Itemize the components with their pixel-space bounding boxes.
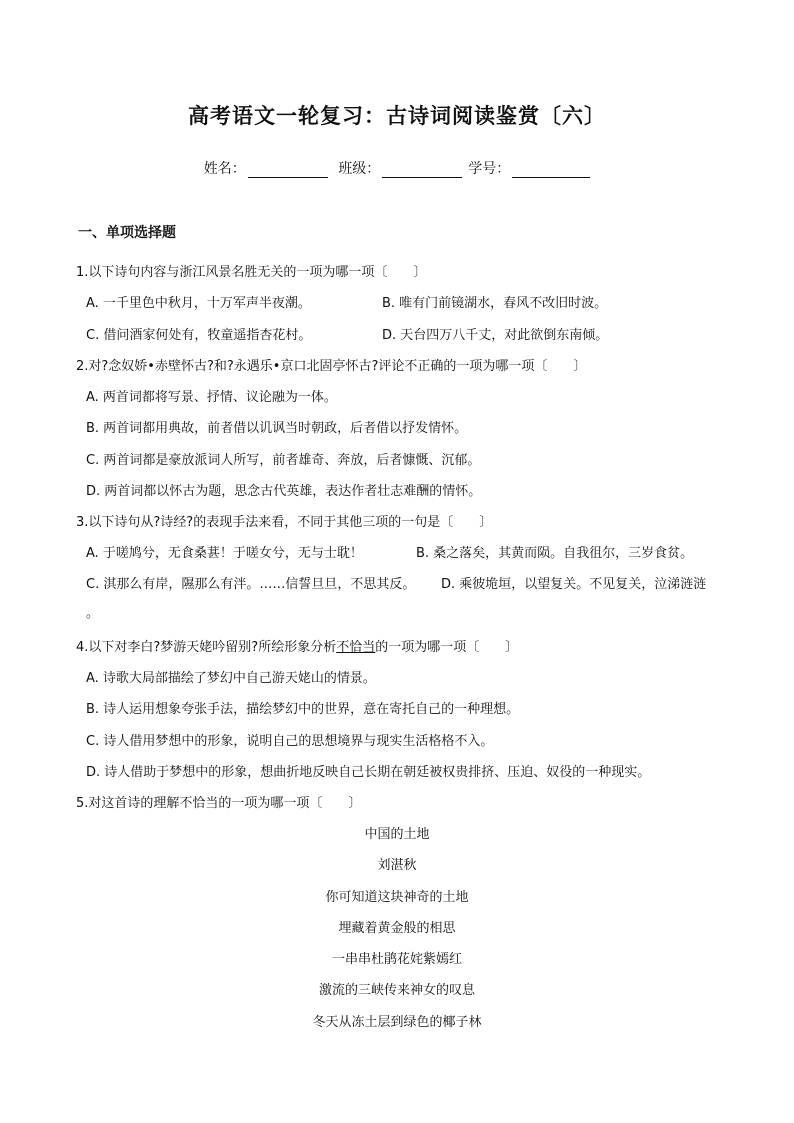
question-4-option-a: A. 诗歌大局部描绘了梦幻中自己游天姥山的情景。 bbox=[86, 671, 376, 686]
class-label: 班级： bbox=[338, 161, 381, 177]
poem-line: 一串串杜鹃花姹紫嫣红 bbox=[331, 952, 462, 967]
question-3-option-a: A. 于嗟鸠兮，无食桑葚！于嗟女兮，无与士耽！ bbox=[86, 546, 363, 561]
name-blank[interactable] bbox=[248, 162, 328, 178]
question-1-option-b: B. 唯有门前镜湖水，春风不改旧时波。 bbox=[382, 296, 608, 311]
class-blank[interactable] bbox=[382, 162, 462, 178]
question-4-stem-start: 4.以下对李白?梦游天姥吟留别?所绘形象分析 bbox=[76, 640, 337, 655]
poem-title: 中国的土地 bbox=[364, 827, 430, 842]
id-label: 学号： bbox=[468, 161, 511, 177]
question-1-option-c: C. 借问酒家何处有，牧童遥指杏花村。 bbox=[86, 328, 312, 343]
question-1-option-d: D. 天台四万八千丈，对此欲倒东南倾。 bbox=[382, 328, 609, 343]
name-label: 姓名： bbox=[203, 161, 246, 177]
question-4-stem-end: 的一项为哪一项〔 〕 bbox=[375, 640, 519, 655]
question-3-option-b: B. 桑之落矣，其黄而陨。自我徂尔，三岁食贫。 bbox=[416, 546, 694, 561]
question-1-option-a: A. 一千里色中秋月，十万军声半夜潮。 bbox=[86, 296, 311, 311]
question-4-option-c: C. 诗人借用梦想中的形象，说明自己的思想境界与现实生活格格不入。 bbox=[86, 734, 494, 749]
question-2-option-a: A. 两首词都将写景、抒情、议论融为一体。 bbox=[86, 390, 337, 405]
page-title: 高考语文一轮复习：古诗词阅读鉴赏〔六〕 bbox=[188, 103, 606, 128]
question-2-stem: 2.对?念奴娇•赤壁怀古?和?永遇乐•京口北固亭怀古?评论不正确的一项为哪一项〔 〕 bbox=[76, 359, 587, 374]
question-4-option-b: B. 诗人运用想象夸张手法，描绘梦幻中的世界，意在寄托自己的一种理想。 bbox=[86, 702, 520, 717]
question-2-option-d: D. 两首词都以怀古为题，思念古代英雄，表达作者壮志难酬的情怀。 bbox=[86, 484, 482, 499]
question-3-option-d: D. 乘彼垝垣，以望复关。不见复关，泣涕涟涟 bbox=[441, 577, 707, 592]
poem-line: 你可知道这块神奇的土地 bbox=[325, 890, 469, 905]
question-4-option-d: D. 诗人借助于梦想中的形象，想曲折地反映自己长期在朝廷被权贵排挤、压迫、奴役的一种现实。 bbox=[86, 765, 651, 780]
question-4-stem-emphasis: 不恰当 bbox=[336, 640, 376, 655]
poem-line: 激流的三峡传来神女的叹息 bbox=[318, 983, 475, 998]
id-blank[interactable] bbox=[512, 162, 590, 178]
question-3-option-c: C. 淇那么有岸，隰那么有泮。……信誓旦旦，不思其反。 bbox=[86, 577, 416, 592]
question-2-option-b: B. 两首词都用典故，前者借以讥讽当时朝政，后者借以抒发情怀。 bbox=[86, 421, 468, 436]
question-4-stem bbox=[76, 636, 518, 655]
poem-line: 埋藏着黄金般的相思 bbox=[338, 921, 456, 936]
question-3-stem: 3.以下诗句从?诗经?的表现手法来看，不同于其他三项的一句是〔 〕 bbox=[76, 515, 493, 530]
poem-line: 冬天从冻土层到绿色的椰子林 bbox=[312, 1015, 482, 1030]
question-3-option-d-continuation: 。 bbox=[86, 606, 100, 621]
question-5-stem: 5.对这首诗的理解不恰当的一项为哪一项〔 〕 bbox=[76, 796, 362, 811]
section-heading: 一、单项选择题 bbox=[78, 225, 176, 241]
question-1-stem: 1.以下诗句内容与浙江风景名胜无关的一项为哪一项〔 〕 bbox=[76, 265, 427, 280]
question-2-option-c: C. 两首词都是豪放派词人所写，前者雄奇、奔放，后者慷慨、沉郁。 bbox=[86, 453, 481, 468]
poem-author: 刘湛秋 bbox=[377, 858, 417, 873]
student-info bbox=[0, 158, 794, 178]
